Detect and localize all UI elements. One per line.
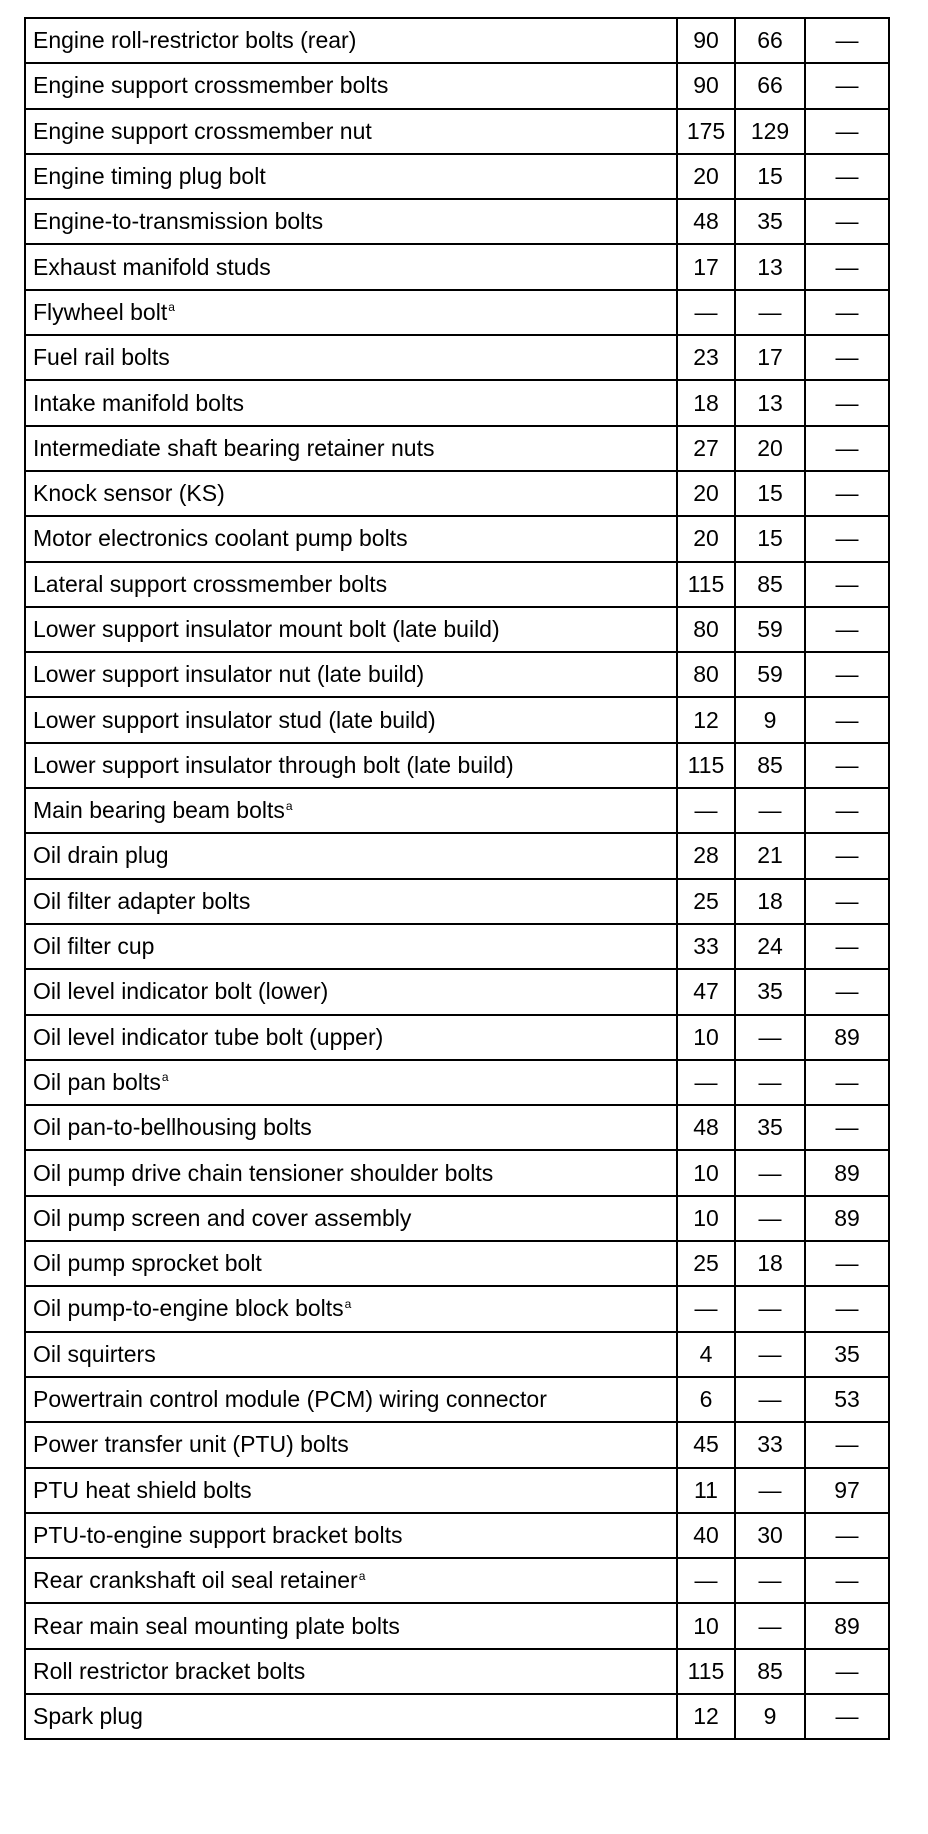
component-description: Engine-to-transmission bolts <box>33 208 324 235</box>
table-row <box>25 607 889 652</box>
component-description-cell <box>25 697 677 742</box>
table-row <box>25 833 889 878</box>
torque-nm-cell: 48 <box>677 1105 735 1150</box>
torque-lbft-cell: — <box>735 1060 805 1105</box>
table-row <box>25 426 889 471</box>
torque-lbft-cell: — <box>735 1286 805 1331</box>
torque-lbft-cell: — <box>735 1468 805 1513</box>
torque-lbin-cell: — <box>805 1694 889 1739</box>
component-description-cell <box>25 426 677 471</box>
component-description: Main bearing beam bolts <box>33 797 285 824</box>
component-description-cell <box>25 1015 677 1060</box>
torque-nm-cell: — <box>677 290 735 335</box>
component-description: Engine support crossmember nut <box>33 117 372 144</box>
table-row <box>25 1150 889 1195</box>
table-row <box>25 154 889 199</box>
torque-lbin-cell: 35 <box>805 1332 889 1377</box>
component-description-cell <box>25 743 677 788</box>
table-row <box>25 1286 889 1331</box>
component-description: Lower support insulator mount bolt (late build) <box>33 616 500 642</box>
component-description-cell <box>25 1332 677 1377</box>
torque-lbft-cell: 33 <box>735 1422 805 1467</box>
component-description-cell <box>25 109 677 154</box>
component-description-cell <box>25 516 677 561</box>
table-row <box>25 562 889 607</box>
table-row <box>25 1105 889 1150</box>
torque-lbft-cell: — <box>735 290 805 335</box>
torque-lbft-cell: 21 <box>735 833 805 878</box>
component-description-cell <box>25 380 677 425</box>
component-description: PTU-to-engine support bracket bolts <box>33 1521 403 1548</box>
torque-lbin-cell: — <box>805 652 889 697</box>
torque-lbft-cell: 13 <box>735 244 805 289</box>
torque-nm-cell: 12 <box>677 1694 735 1739</box>
component-description: Oil filter adapter bolts <box>33 887 251 914</box>
torque-lbft-cell: 35 <box>735 1105 805 1150</box>
torque-lbft-cell: 20 <box>735 426 805 471</box>
component-description-cell <box>25 1649 677 1694</box>
torque-nm-cell: 25 <box>677 879 735 924</box>
table-row <box>25 1649 889 1694</box>
table-row <box>25 290 889 335</box>
table-row <box>25 516 889 561</box>
torque-nm-cell: 115 <box>677 743 735 788</box>
component-description-cell <box>25 290 677 335</box>
torque-lbft-cell: 9 <box>735 697 805 742</box>
component-description-cell <box>25 833 677 878</box>
torque-nm-cell: 80 <box>677 652 735 697</box>
torque-lbin-cell: — <box>805 1241 889 1286</box>
component-description-cell <box>25 199 677 244</box>
table-row <box>25 697 889 742</box>
torque-lbft-cell: 35 <box>735 969 805 1014</box>
torque-lbin-cell: 89 <box>805 1015 889 1060</box>
torque-lbin-cell: — <box>805 879 889 924</box>
table-row <box>25 743 889 788</box>
component-description-cell <box>25 924 677 969</box>
table-row <box>25 244 889 289</box>
torque-nm-cell: 45 <box>677 1422 735 1467</box>
table-row <box>25 1513 889 1558</box>
torque-nm-cell: 33 <box>677 924 735 969</box>
torque-lbin-cell: — <box>805 1105 889 1150</box>
torque-nm-cell: 28 <box>677 833 735 878</box>
torque-lbin-cell: — <box>805 1558 889 1603</box>
component-description: Oil pump drive chain tensioner shoulder bolts <box>33 1159 494 1186</box>
component-description: PTU heat shield bolts <box>33 1476 252 1503</box>
component-description: Intake manifold bolts <box>33 389 244 416</box>
torque-nm-cell: 48 <box>677 199 735 244</box>
torque-lbft-cell: 24 <box>735 924 805 969</box>
component-description-cell <box>25 788 677 833</box>
torque-lbft-cell: 15 <box>735 471 805 516</box>
table-row <box>25 788 889 833</box>
component-description: Lower support insulator through bolt (late build) <box>33 751 514 778</box>
component-description: Lower support insulator nut (late build) <box>33 661 425 688</box>
component-description: Oil pump screen and cover assembly <box>33 1204 412 1231</box>
torque-nm-cell: 10 <box>677 1015 735 1060</box>
table-row <box>25 652 889 697</box>
torque-lbin-cell: — <box>805 562 889 607</box>
component-description-cell <box>25 335 677 380</box>
component-description: Oil level indicator bolt (lower) <box>33 978 329 1005</box>
torque-lbft-cell: 18 <box>735 1241 805 1286</box>
component-description: Oil drain plug <box>33 842 169 869</box>
torque-lbin-cell: — <box>805 244 889 289</box>
component-description-cell <box>25 1558 677 1603</box>
torque-lbft-cell: 129 <box>735 109 805 154</box>
torque-lbft-cell: 9 <box>735 1694 805 1739</box>
torque-nm-cell: 20 <box>677 154 735 199</box>
torque-lbin-cell: — <box>805 607 889 652</box>
component-description: Oil pump sprocket bolt <box>33 1250 262 1277</box>
component-description-cell <box>25 1513 677 1558</box>
torque-lbft-cell: — <box>735 1603 805 1648</box>
torque-lbft-cell: 66 <box>735 18 805 63</box>
torque-nm-cell: — <box>677 1060 735 1105</box>
torque-lbin-cell: — <box>805 154 889 199</box>
torque-lbft-cell: — <box>735 1558 805 1603</box>
component-description: Oil squirters <box>33 1340 156 1367</box>
torque-lbin-cell: — <box>805 426 889 471</box>
component-description-cell <box>25 471 677 516</box>
torque-lbft-cell: 17 <box>735 335 805 380</box>
component-description-cell <box>25 1377 677 1422</box>
component-description-cell <box>25 1196 677 1241</box>
component-description: Engine roll-restrictor bolts (rear) <box>33 27 357 54</box>
torque-lbin-cell: 53 <box>805 1377 889 1422</box>
torque-nm-cell: 4 <box>677 1332 735 1377</box>
torque-lbft-cell: 85 <box>735 562 805 607</box>
component-description: Exhaust manifold studs <box>33 253 271 280</box>
torque-nm-cell: 10 <box>677 1196 735 1241</box>
footnote-marker: a <box>285 798 293 813</box>
torque-lbft-cell: — <box>735 788 805 833</box>
torque-lbin-cell: — <box>805 924 889 969</box>
component-description-cell <box>25 652 677 697</box>
table-row <box>25 471 889 516</box>
footnote-marker: a <box>161 1070 169 1085</box>
component-description-cell <box>25 1241 677 1286</box>
component-description-cell <box>25 1105 677 1150</box>
footnote-marker: a <box>344 1296 352 1311</box>
component-description-cell <box>25 562 677 607</box>
table-row <box>25 1603 889 1648</box>
table-row <box>25 1558 889 1603</box>
torque-nm-cell: 90 <box>677 18 735 63</box>
torque-lbft-cell: — <box>735 1015 805 1060</box>
table-row <box>25 1422 889 1467</box>
torque-lbin-cell: — <box>805 1513 889 1558</box>
torque-nm-cell: 40 <box>677 1513 735 1558</box>
torque-nm-cell: 25 <box>677 1241 735 1286</box>
table-row <box>25 18 889 63</box>
torque-nm-cell: 90 <box>677 63 735 108</box>
torque-nm-cell: 12 <box>677 697 735 742</box>
component-description: Spark plug <box>33 1703 143 1730</box>
component-description-cell <box>25 879 677 924</box>
torque-lbft-cell: 59 <box>735 607 805 652</box>
torque-lbft-cell: — <box>735 1332 805 1377</box>
torque-lbin-cell: — <box>805 380 889 425</box>
table-row <box>25 1332 889 1377</box>
torque-nm-cell: 20 <box>677 471 735 516</box>
component-description: Flywheel bolt <box>33 298 168 325</box>
torque-lbft-cell: 59 <box>735 652 805 697</box>
table-row <box>25 1196 889 1241</box>
torque-nm-cell: 11 <box>677 1468 735 1513</box>
torque-lbin-cell: — <box>805 833 889 878</box>
torque-spec-table <box>24 17 890 1740</box>
component-description-cell <box>25 1603 677 1648</box>
torque-lbin-cell: — <box>805 471 889 516</box>
torque-nm-cell: 47 <box>677 969 735 1014</box>
torque-lbin-cell: — <box>805 788 889 833</box>
torque-nm-cell: — <box>677 1286 735 1331</box>
component-description-cell <box>25 1150 677 1195</box>
footnote-marker: a <box>168 300 175 315</box>
torque-lbft-cell: 35 <box>735 199 805 244</box>
torque-nm-cell: — <box>677 788 735 833</box>
table-row <box>25 199 889 244</box>
table-row <box>25 969 889 1014</box>
component-description: Oil pump-to-engine block bolts <box>33 1295 344 1322</box>
torque-lbin-cell: 89 <box>805 1603 889 1648</box>
torque-lbft-cell: 66 <box>735 63 805 108</box>
torque-nm-cell: 6 <box>677 1377 735 1422</box>
torque-lbft-cell: — <box>735 1377 805 1422</box>
torque-lbft-cell: 15 <box>735 154 805 199</box>
table-row <box>25 924 889 969</box>
component-description-cell <box>25 1468 677 1513</box>
component-description-cell <box>25 1422 677 1467</box>
component-description-cell <box>25 244 677 289</box>
component-description: Engine timing plug bolt <box>33 163 266 190</box>
torque-lbin-cell: 89 <box>805 1196 889 1241</box>
component-description: Knock sensor (KS) <box>33 480 225 507</box>
component-description-cell <box>25 18 677 63</box>
table-row <box>25 1377 889 1422</box>
component-description-cell <box>25 1694 677 1739</box>
torque-lbin-cell: — <box>805 1649 889 1694</box>
torque-nm-cell: 80 <box>677 607 735 652</box>
table-row <box>25 63 889 108</box>
torque-nm-cell: 20 <box>677 516 735 561</box>
torque-nm-cell: 10 <box>677 1603 735 1648</box>
torque-lbin-cell: — <box>805 697 889 742</box>
component-description: Lower support insulator stud (late build) <box>33 706 436 733</box>
component-description: Rear crankshaft oil seal retainer <box>33 1567 358 1594</box>
component-description: Oil level indicator tube bolt (upper) <box>33 1023 384 1050</box>
torque-lbft-cell: — <box>735 1150 805 1195</box>
component-description: Motor electronics coolant pump bolts <box>33 525 408 552</box>
torque-lbin-cell: — <box>805 516 889 561</box>
table-row <box>25 1694 889 1739</box>
component-description: Oil pan-to-bellhousing bolts <box>33 1114 312 1141</box>
torque-lbin-cell: — <box>805 199 889 244</box>
component-description: Roll restrictor bracket bolts <box>33 1657 306 1684</box>
footnote-marker: a <box>358 1568 366 1583</box>
torque-nm-cell: 18 <box>677 380 735 425</box>
torque-lbin-cell: — <box>805 1286 889 1331</box>
torque-lbin-cell: 97 <box>805 1468 889 1513</box>
torque-nm-cell: 175 <box>677 109 735 154</box>
table-row <box>25 879 889 924</box>
table-row <box>25 335 889 380</box>
torque-nm-cell: 17 <box>677 244 735 289</box>
component-description: Oil filter cup <box>33 933 155 960</box>
component-description: Engine support crossmember bolts <box>33 72 389 99</box>
component-description: Rear main seal mounting plate bolts <box>33 1612 400 1639</box>
torque-lbft-cell: 85 <box>735 743 805 788</box>
table-row <box>25 1060 889 1105</box>
component-description-cell <box>25 154 677 199</box>
torque-lbin-cell: — <box>805 335 889 380</box>
component-description: Oil pan bolts <box>33 1068 161 1095</box>
component-description: Power transfer unit (PTU) bolts <box>33 1431 349 1458</box>
component-description-cell <box>25 1060 677 1105</box>
component-description-cell <box>25 1286 677 1331</box>
torque-lbft-cell: 15 <box>735 516 805 561</box>
component-description: Lateral support crossmember bolts <box>33 570 388 597</box>
torque-nm-cell: 115 <box>677 562 735 607</box>
torque-nm-cell: — <box>677 1558 735 1603</box>
torque-nm-cell: 10 <box>677 1150 735 1195</box>
torque-lbin-cell: — <box>805 1422 889 1467</box>
torque-spec-body <box>25 18 889 1739</box>
torque-lbft-cell: 18 <box>735 879 805 924</box>
torque-lbin-cell: — <box>805 63 889 108</box>
component-description: Fuel rail bolts <box>33 344 170 371</box>
torque-lbin-cell: — <box>805 969 889 1014</box>
torque-lbft-cell: 85 <box>735 1649 805 1694</box>
torque-lbin-cell: — <box>805 743 889 788</box>
torque-nm-cell: 115 <box>677 1649 735 1694</box>
component-description: Intermediate shaft bearing retainer nuts <box>33 434 435 461</box>
torque-lbin-cell: — <box>805 290 889 335</box>
torque-lbft-cell: — <box>735 1196 805 1241</box>
component-description-cell <box>25 607 677 652</box>
torque-lbin-cell: — <box>805 109 889 154</box>
torque-lbft-cell: 30 <box>735 1513 805 1558</box>
table-row <box>25 109 889 154</box>
torque-lbin-cell: — <box>805 1060 889 1105</box>
torque-lbin-cell: — <box>805 18 889 63</box>
table-row <box>25 1241 889 1286</box>
torque-lbin-cell: 89 <box>805 1150 889 1195</box>
table-row <box>25 1015 889 1060</box>
torque-nm-cell: 23 <box>677 335 735 380</box>
table-row <box>25 380 889 425</box>
component-description: Powertrain control module (PCM) wiring connector <box>33 1386 547 1413</box>
component-description-cell <box>25 63 677 108</box>
component-description-cell <box>25 969 677 1014</box>
table-row <box>25 1468 889 1513</box>
torque-lbft-cell: 13 <box>735 380 805 425</box>
torque-nm-cell: 27 <box>677 426 735 471</box>
